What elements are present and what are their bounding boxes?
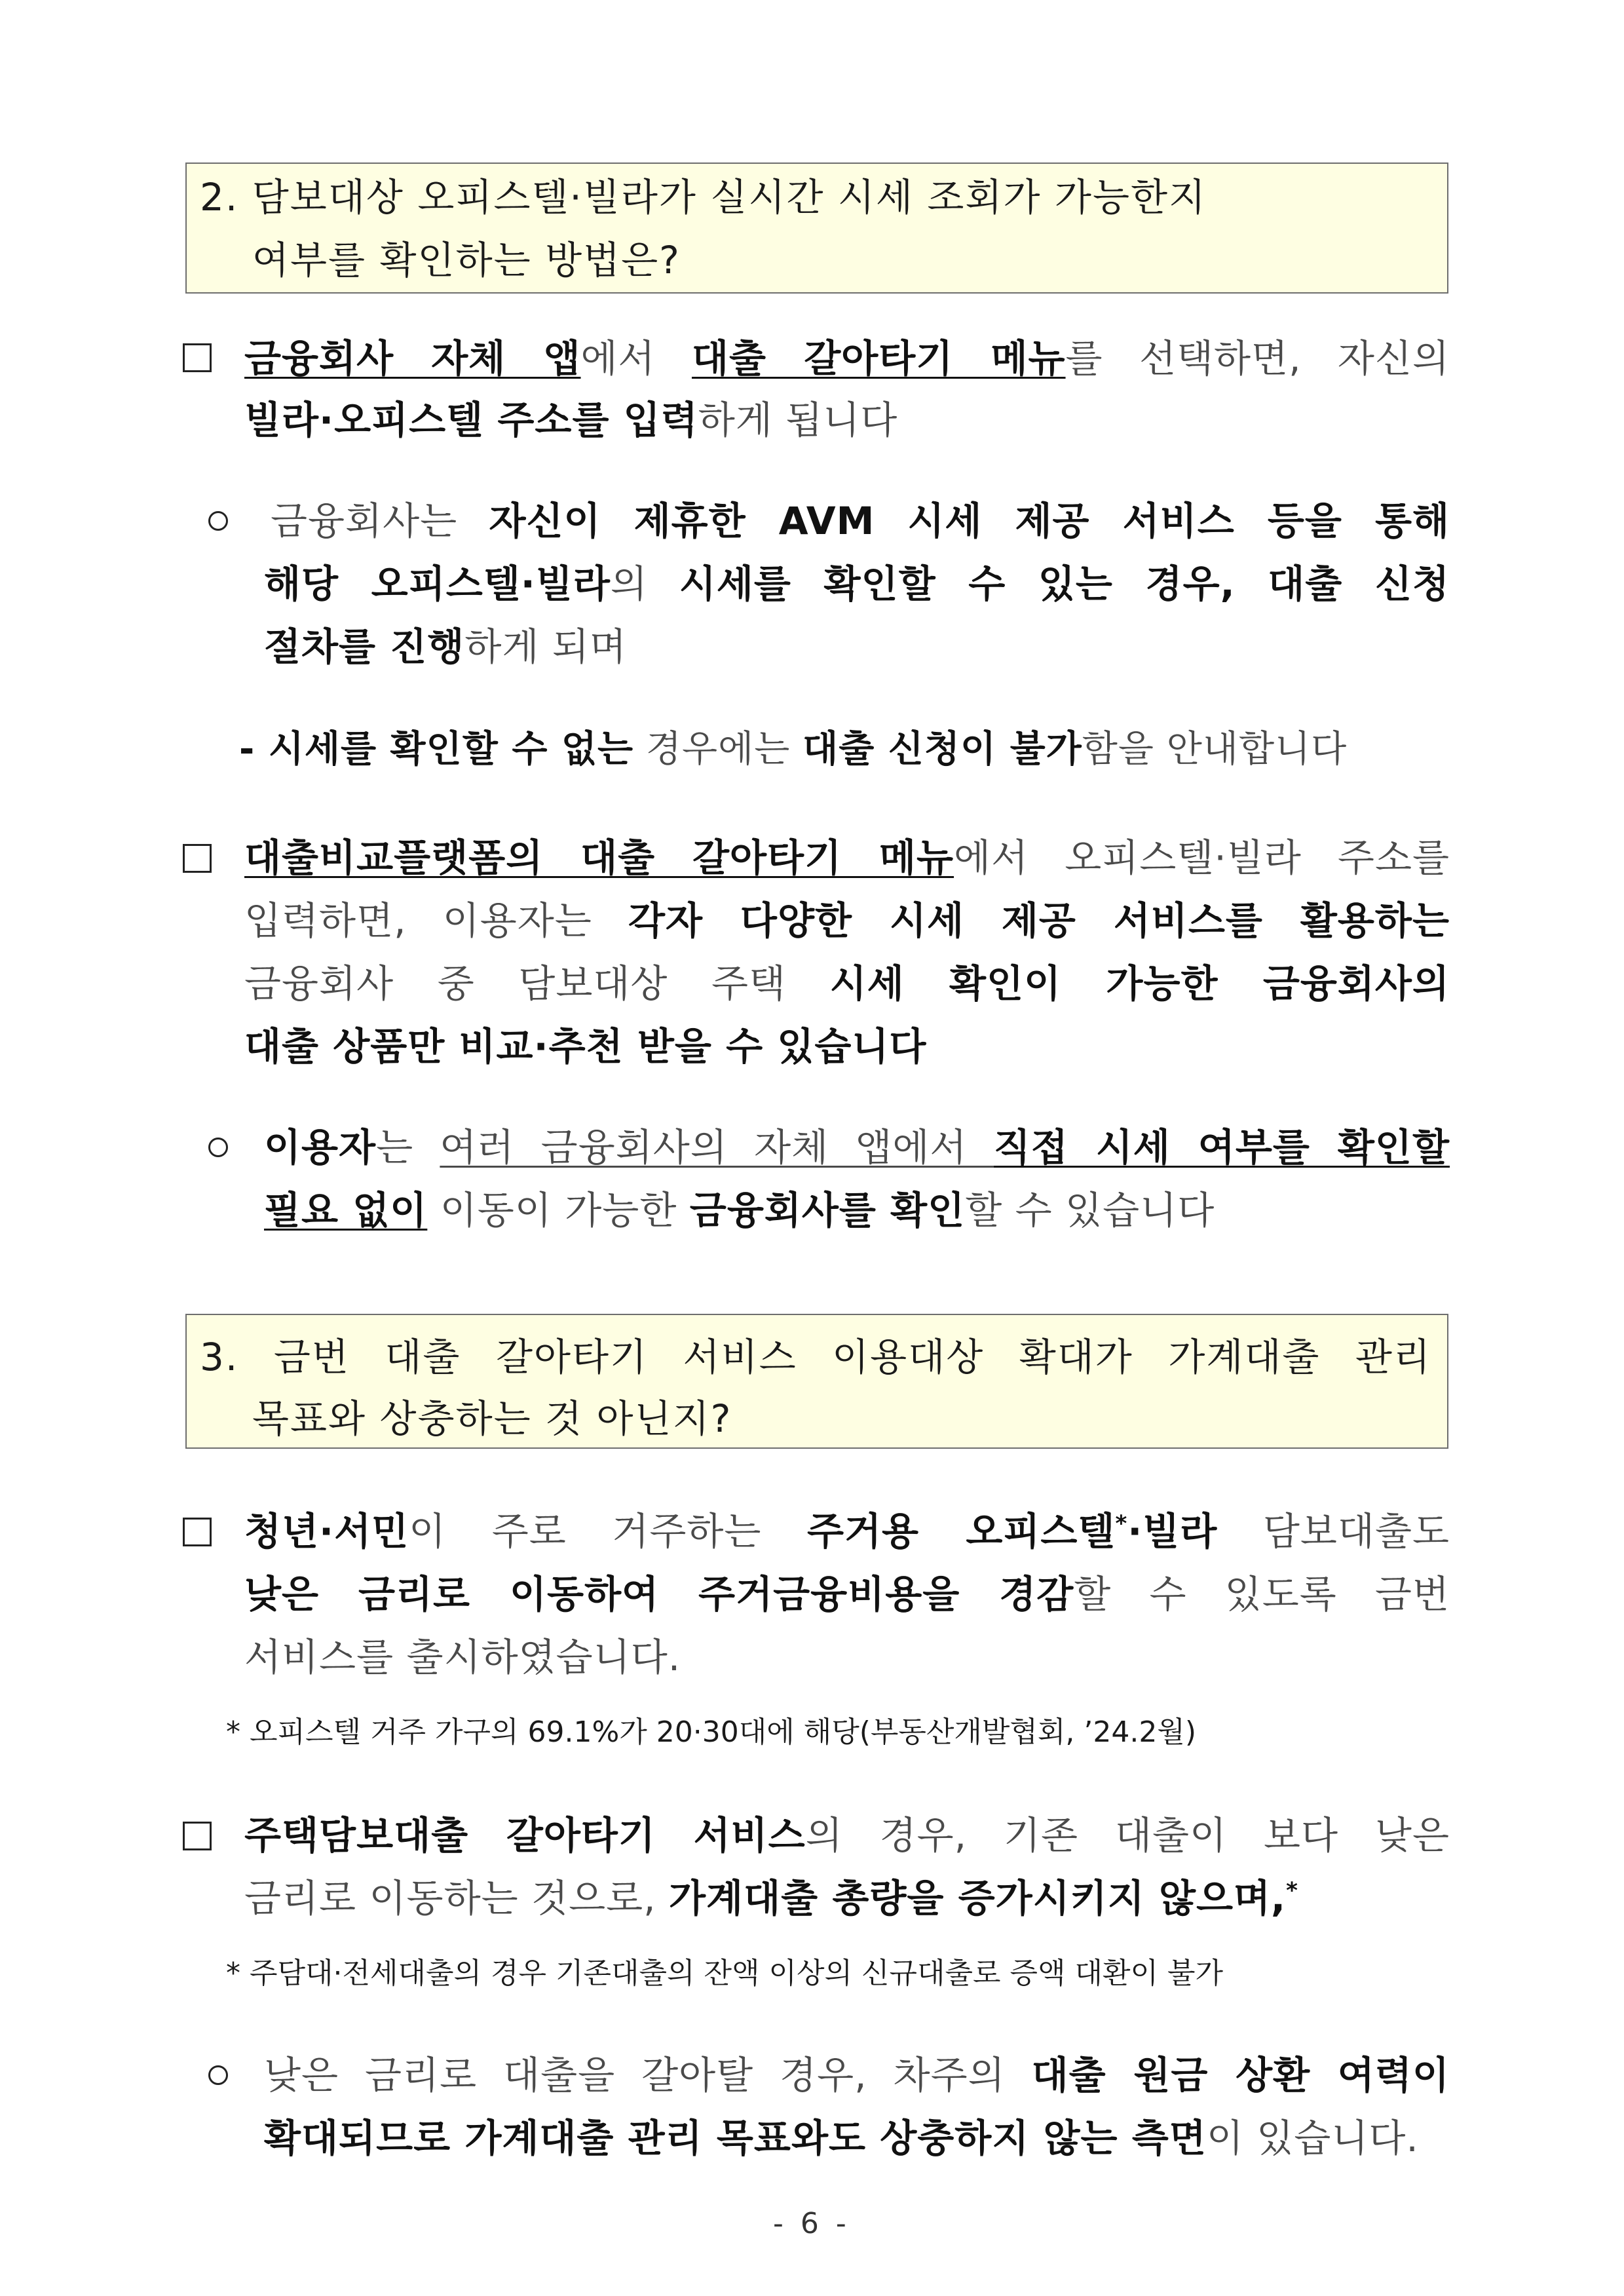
highlight-platform: 대출비교플랫폼의 대출 갈아타기 메뉴 <box>244 835 954 880</box>
bold-text: 해당 오피스텔·빌라 <box>264 562 611 606</box>
highlight-app: 금융회사 자체 앱 <box>244 336 581 381</box>
section-4-line-1 <box>244 1813 1450 1858</box>
text: 할 수 있도록 금번 <box>1074 1572 1450 1617</box>
bold-text: 절차를 진행 <box>264 624 465 669</box>
text: 에서 <box>580 336 692 381</box>
section-1-sub-line-2 <box>264 562 1450 606</box>
bold-text: 주택담보대출 갈아타기 서비스 <box>244 1813 806 1858</box>
text: 를 선택하면, 자신의 <box>1065 336 1450 381</box>
bold-text: 대출 상품만 비교·추천 받을 수 있습니다 <box>244 1024 927 1069</box>
question-2-line-2: 여부를 확인하는 방법은? <box>252 238 681 282</box>
section-3-footnote: * 오피스텔 거주 가구의 69.1%가 20·30대에 해당(부동산개발협회, ’24.2월) <box>226 1715 1197 1749</box>
text: 금리로 이동하는 것으로, <box>244 1876 670 1921</box>
text: 이 주로 거주하는 <box>409 1509 807 1554</box>
text: 금융회사 중 담보대상 주택 <box>244 961 830 1006</box>
footnote-marker: * <box>1115 1510 1128 1537</box>
circle-bullet-icon <box>208 511 228 531</box>
text: 함을 안내합니다 <box>1082 728 1348 771</box>
text: 담보대출도 <box>1217 1509 1450 1554</box>
bold-text: 시세 확인이 가능한 금융회사의 <box>829 961 1450 1006</box>
text: 경우에는 <box>633 728 803 771</box>
section-2-sub-line-2 <box>264 1188 1215 1233</box>
text: 금융회사는 <box>271 499 489 543</box>
bold-underlined-text: 필요 없이 <box>264 1188 428 1233</box>
text: 는 <box>376 1125 440 1170</box>
highlight-address: 빌라·오피스텔 주소를 입력 <box>244 398 698 442</box>
bold-text: 청년·서민 <box>244 1509 409 1554</box>
question-3-text-1: 3. 금번 대출 갈아타기 서비스 이용대상 확대가 가계대출 관리 <box>200 1335 1431 1379</box>
text: 이 있습니다. <box>1206 2116 1419 2160</box>
footnote-marker: * <box>1286 1877 1298 1904</box>
section-1-sub-line-1 <box>271 499 1450 543</box>
checkbox-square-icon <box>183 343 212 372</box>
text: 하게 됩니다 <box>698 398 898 442</box>
dash-marker: - <box>239 728 269 771</box>
text: 의 경우, 기존 대출이 보다 낮은 <box>805 1813 1450 1858</box>
section-2-sub-line-1 <box>264 1125 1450 1170</box>
section-2-line-1 <box>244 835 1450 880</box>
text: 의 <box>610 562 679 606</box>
bold-underlined-text: 직접 시세 여부를 확인할 <box>993 1125 1450 1170</box>
section-4-line-2 <box>244 1876 1298 1921</box>
bold-text: 확대되므로 가계대출 관리 목표와도 상충하지 않는 측면 <box>264 2116 1207 2160</box>
section-4-footnote: * 주담대·전세대출의 경우 기존대출의 잔액 이상의 신규대출로 증액 대환이 불가 <box>226 1957 1223 1990</box>
bold-text: 대출 원금 상환 여력이 <box>1031 2053 1450 2097</box>
bold-text: 가계대출 총량을 증가시키지 않으며, <box>669 1876 1287 1921</box>
section-3-line-3: 서비스를 출시하였습니다. <box>244 1635 681 1679</box>
bold-text: 낮은 금리로 이동하여 주거금융비용을 경감 <box>244 1572 1074 1617</box>
bold-text: 이용자 <box>264 1125 377 1170</box>
section-2-line-4 <box>244 1024 927 1069</box>
text: 하게 되며 <box>464 624 627 669</box>
underlined-text: 여러 금융회사의 자체 앱에서 <box>440 1125 994 1170</box>
text: 에서 오피스텔·빌라 주소를 <box>954 835 1450 880</box>
bold-text: 자신이 제휴한 AVM 시세 제공 서비스 등을 통해 <box>489 499 1450 543</box>
bold-text: 금융회사를 확인 <box>689 1188 966 1233</box>
bold-text: ·빌라 <box>1127 1509 1218 1554</box>
section-2-line-2 <box>244 898 1450 943</box>
circle-bullet-icon <box>208 2065 228 2085</box>
bold-text: 각자 다양한 시세 제공 서비스를 활용하는 <box>628 898 1450 943</box>
text: 이동이 가능한 <box>427 1188 690 1233</box>
question-3-line-1 <box>200 1335 1431 1379</box>
section-4-sub-line-1 <box>264 2053 1450 2097</box>
question-3-line-2: 목표와 상충하는 것 아닌지? <box>252 1396 732 1441</box>
section-4-sub-line-2 <box>264 2116 1419 2160</box>
section-3-line-2 <box>244 1572 1450 1617</box>
checkbox-square-icon <box>183 844 212 873</box>
text: 입력하면, 이용자는 <box>244 898 628 943</box>
page-number: - 6 - <box>773 2207 850 2240</box>
section-1-line-2 <box>244 398 898 442</box>
circle-bullet-icon <box>208 1138 228 1157</box>
bold-text: 시세를 확인할 수 있는 경우, 대출 신청 <box>679 562 1450 606</box>
section-3-line-1 <box>244 1509 1450 1554</box>
bold-text: 시세를 확인할 수 없는 <box>268 728 634 771</box>
section-2-line-3 <box>244 961 1450 1006</box>
question-2-line-1: 2. 담보대상 오피스텔·빌라가 실시간 시세 조회가 가능한지 <box>200 175 1207 220</box>
bold-text: 대출 신청이 불가 <box>803 728 1082 771</box>
text: 낮은 금리로 대출을 갈아탈 경우, 차주의 <box>264 2053 1032 2097</box>
section-1-dash-line <box>239 728 1348 771</box>
highlight-menu: 대출 갈아타기 메뉴 <box>691 336 1066 381</box>
text: 할 수 있습니다 <box>965 1188 1215 1233</box>
section-1-line-1 <box>244 336 1450 381</box>
checkbox-square-icon <box>183 1518 212 1546</box>
section-1-sub-line-3 <box>264 624 627 669</box>
checkbox-square-icon <box>183 1822 212 1850</box>
bold-text: 주거용 오피스텔 <box>806 1509 1116 1554</box>
